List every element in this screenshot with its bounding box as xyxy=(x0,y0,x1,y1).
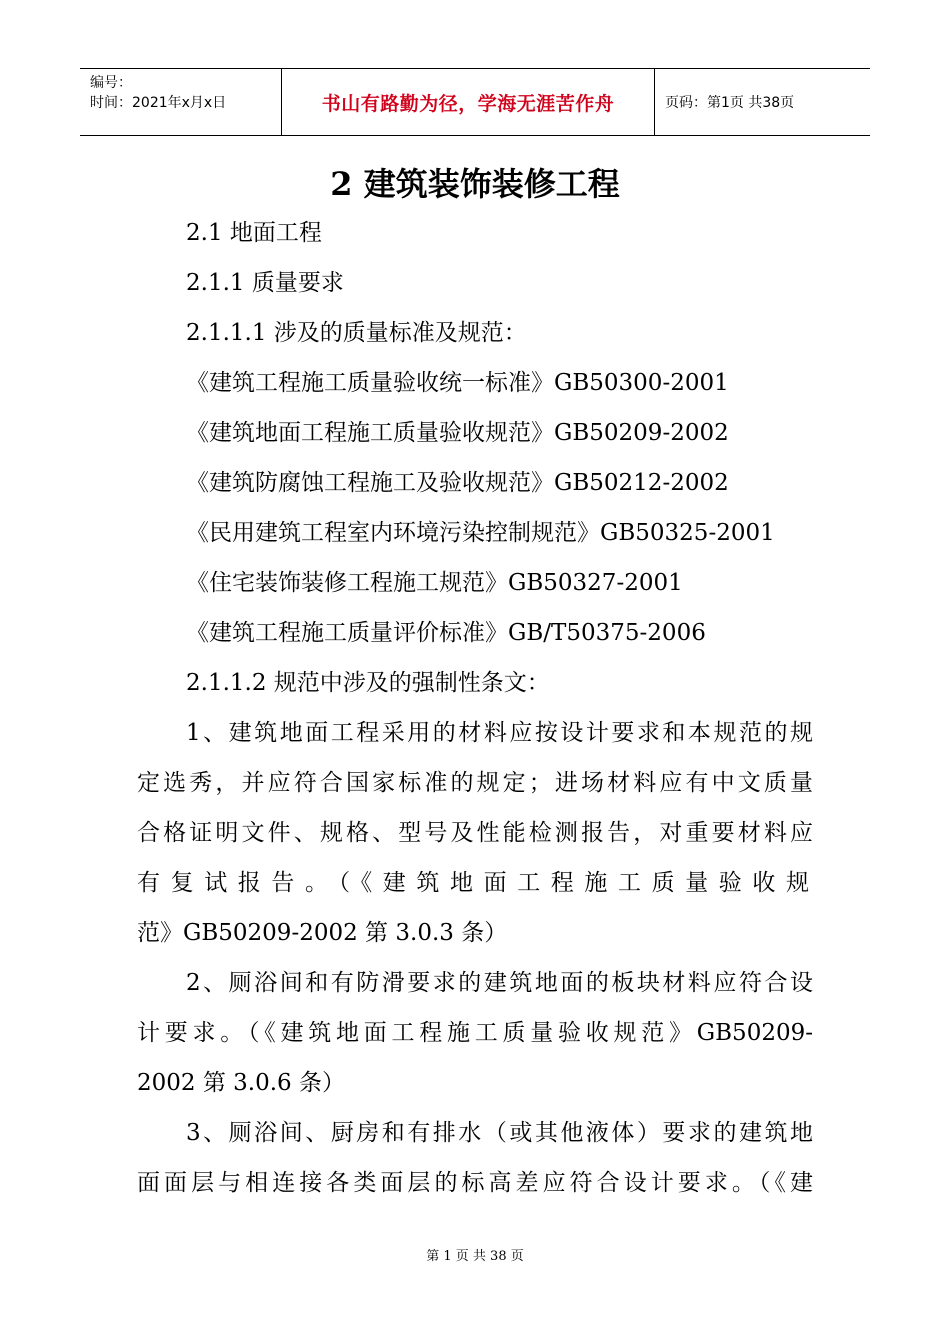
page-header xyxy=(80,68,870,136)
standard-item: 《建筑工程施工质量评价标准》GB/T50375-2006 xyxy=(186,620,706,646)
document-number-label: 编号： xyxy=(90,75,132,91)
section-heading-2-1-1-2: 2.1.1.2 规范中涉及的强制性条文： xyxy=(186,670,550,696)
document-title: 2 建筑装饰装修工程 xyxy=(330,165,620,203)
section-heading-2-1: 2.1 地面工程 xyxy=(186,220,322,246)
clause-1-line: 定选秀，并应符合国家标准的规定；进场材料应有中文质量 xyxy=(137,770,813,796)
header-motto: 书山有路勤为径，学海无涯苦作舟 xyxy=(282,69,655,135)
page-footer: 第 1 页 共 38 页 xyxy=(426,1249,524,1264)
header-meta xyxy=(80,69,282,135)
clause-2-line: 2、厕浴间和有防滑要求的建筑地面的板块材料应符合设 xyxy=(186,970,813,996)
clause-3-line: 面面层与相连接各类面层的标高差应符合设计要求。（《建 xyxy=(137,1170,813,1196)
standard-item: 《民用建筑工程室内环境污染控制规范》GB50325-2001 xyxy=(186,520,775,546)
standard-item: 《住宅装饰装修工程施工规范》GB50327-2001 xyxy=(186,570,683,596)
clause-1-line: 合格证明文件、规格、型号及性能检测报告，对重要材料应 xyxy=(137,820,813,846)
clause-2-line: 2002 第 3.0.6 条） xyxy=(137,1070,345,1096)
clause-1-line: 1、建筑地面工程采用的材料应按设计要求和本规范的规 xyxy=(186,720,813,746)
document-time-label: 时间：2021年x月x日 xyxy=(90,95,227,111)
header-page-info: 页码：第1页 共38页 xyxy=(665,95,795,111)
section-heading-2-1-1-1: 2.1.1.1 涉及的质量标准及规范： xyxy=(186,320,527,346)
clause-1-line: 范》GB50209-2002 第 3.0.3 条） xyxy=(137,920,508,946)
section-heading-2-1-1: 2.1.1 质量要求 xyxy=(186,270,344,296)
standard-item: 《建筑工程施工质量验收统一标准》GB50300-2001 xyxy=(186,370,729,396)
standard-item: 《建筑防腐蚀工程施工及验收规范》GB50212-2002 xyxy=(186,470,729,496)
clause-2-line: 计要求。（《建筑地面工程施工质量验收规范》GB50209- xyxy=(137,1020,813,1046)
clause-1-line: 有复试报告。（《建筑地面工程施工质量验收规 xyxy=(137,870,813,896)
standard-item: 《建筑地面工程施工质量验收规范》GB50209-2002 xyxy=(186,420,729,446)
clause-3-line: 3、厕浴间、厨房和有排水（或其他液体）要求的建筑地 xyxy=(186,1120,813,1146)
